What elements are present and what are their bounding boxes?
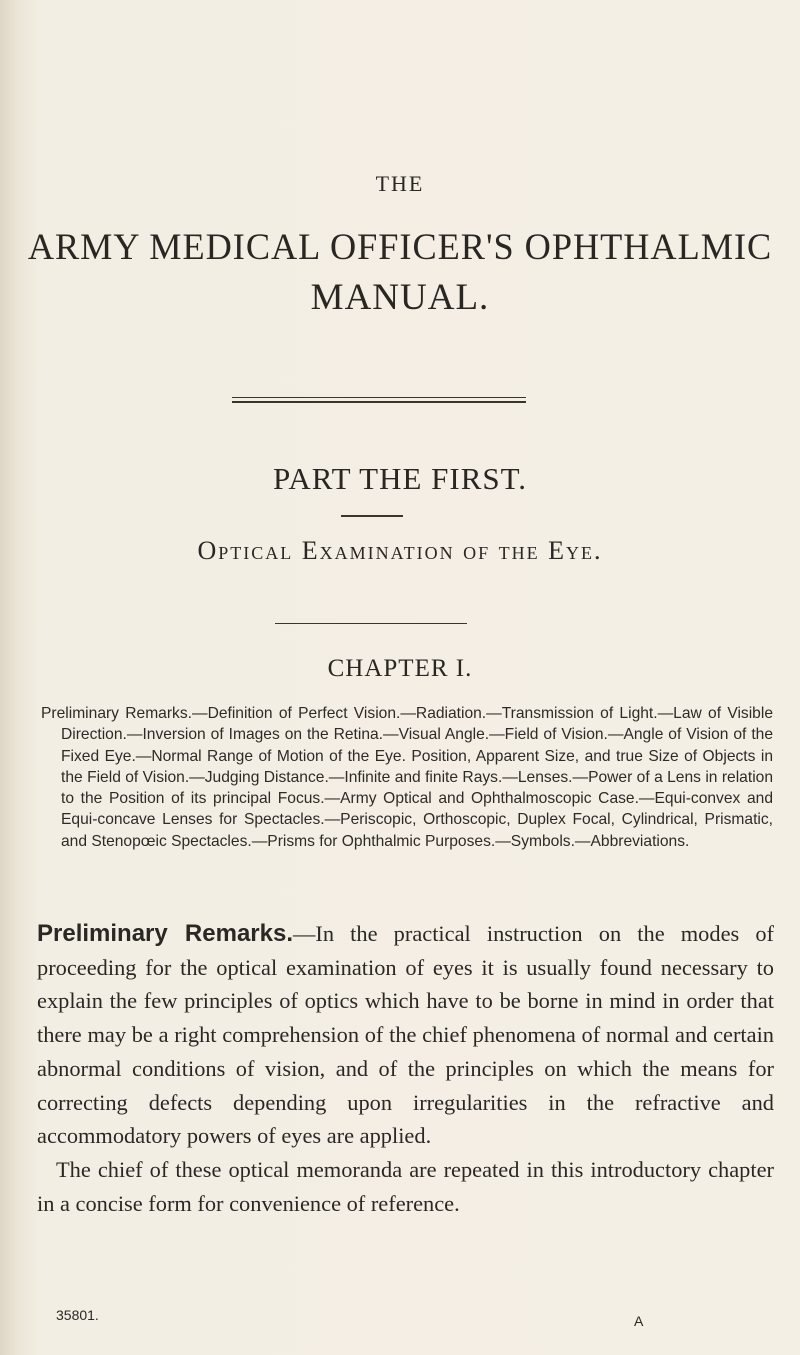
- part-heading: PART THE FIRST.: [272, 461, 528, 496]
- title-rule-bottom: [232, 401, 526, 403]
- part-rule: [341, 515, 403, 517]
- section-subtitle: Optical Examination of the Eye.: [197, 536, 603, 565]
- book-title-line-2: MANUAL.: [310, 277, 490, 318]
- signature-mark: A: [634, 1313, 644, 1329]
- paragraph-1-text: —In the practical instruction on the modes of proceeding for the optical examination of eyes it is usually found necessary to explain the few principles of optics which have to be borne in mind in order that there may be a right comprehension of the chief phenomena of normal and certain abnormal conditions of vision, and of the principles on which the means for correcting defects depending upon irregularities in the refractive and accommodatory powers of eyes are applied.: [37, 921, 774, 1149]
- chapter-heading: CHAPTER I.: [327, 655, 473, 682]
- title-rule-top: [232, 397, 526, 398]
- body-paragraph-2: The chief of these optical memoranda are repeated in this introductory chapter in a concise form for convenience of reference.: [37, 1156, 774, 1216]
- paragraph-lead: Preliminary Remarks.: [37, 920, 294, 947]
- body-paragraph-1: [37, 917, 774, 1153]
- subtitle-rule: [275, 623, 467, 624]
- print-number: 35801.: [56, 1307, 99, 1323]
- chapter-contents-text: Preliminary Remarks.—Definition of Perfect Vision.—Radiation.—Transmission of Light.—Law of Visible Direction.—Inversion of Images on the Retina.—Visual Angle.—Field of Vision.—Angle of Vision of the Fixed Eye.—Normal Range of Motion of the Eye. Position, Apparent Size, and true Size of Objects in the Field of Vision.—Judging Distance.—Infinite and finite Rays.—Lenses.—Power of a Lens in relation to the Position of its principal Focus.—Army Optical and Ophthalmoscopic Case.—Equi-convex and Equi-concave Lenses for Spectacles.—Periscopic, Orthoscopic, Duplex Focal, Cylindrical, Prismatic, and Stenopœic Spectacles.—Prisms for Ophthalmic Purposes.—Symbols.—Abbreviations.: [41, 705, 773, 850]
- book-title-line-1: ARMY MEDICAL OFFICER'S OPHTHALMIC: [27, 227, 773, 268]
- body-text: [37, 917, 774, 1220]
- title-prefix: THE: [375, 171, 425, 196]
- chapter-contents: [41, 703, 773, 852]
